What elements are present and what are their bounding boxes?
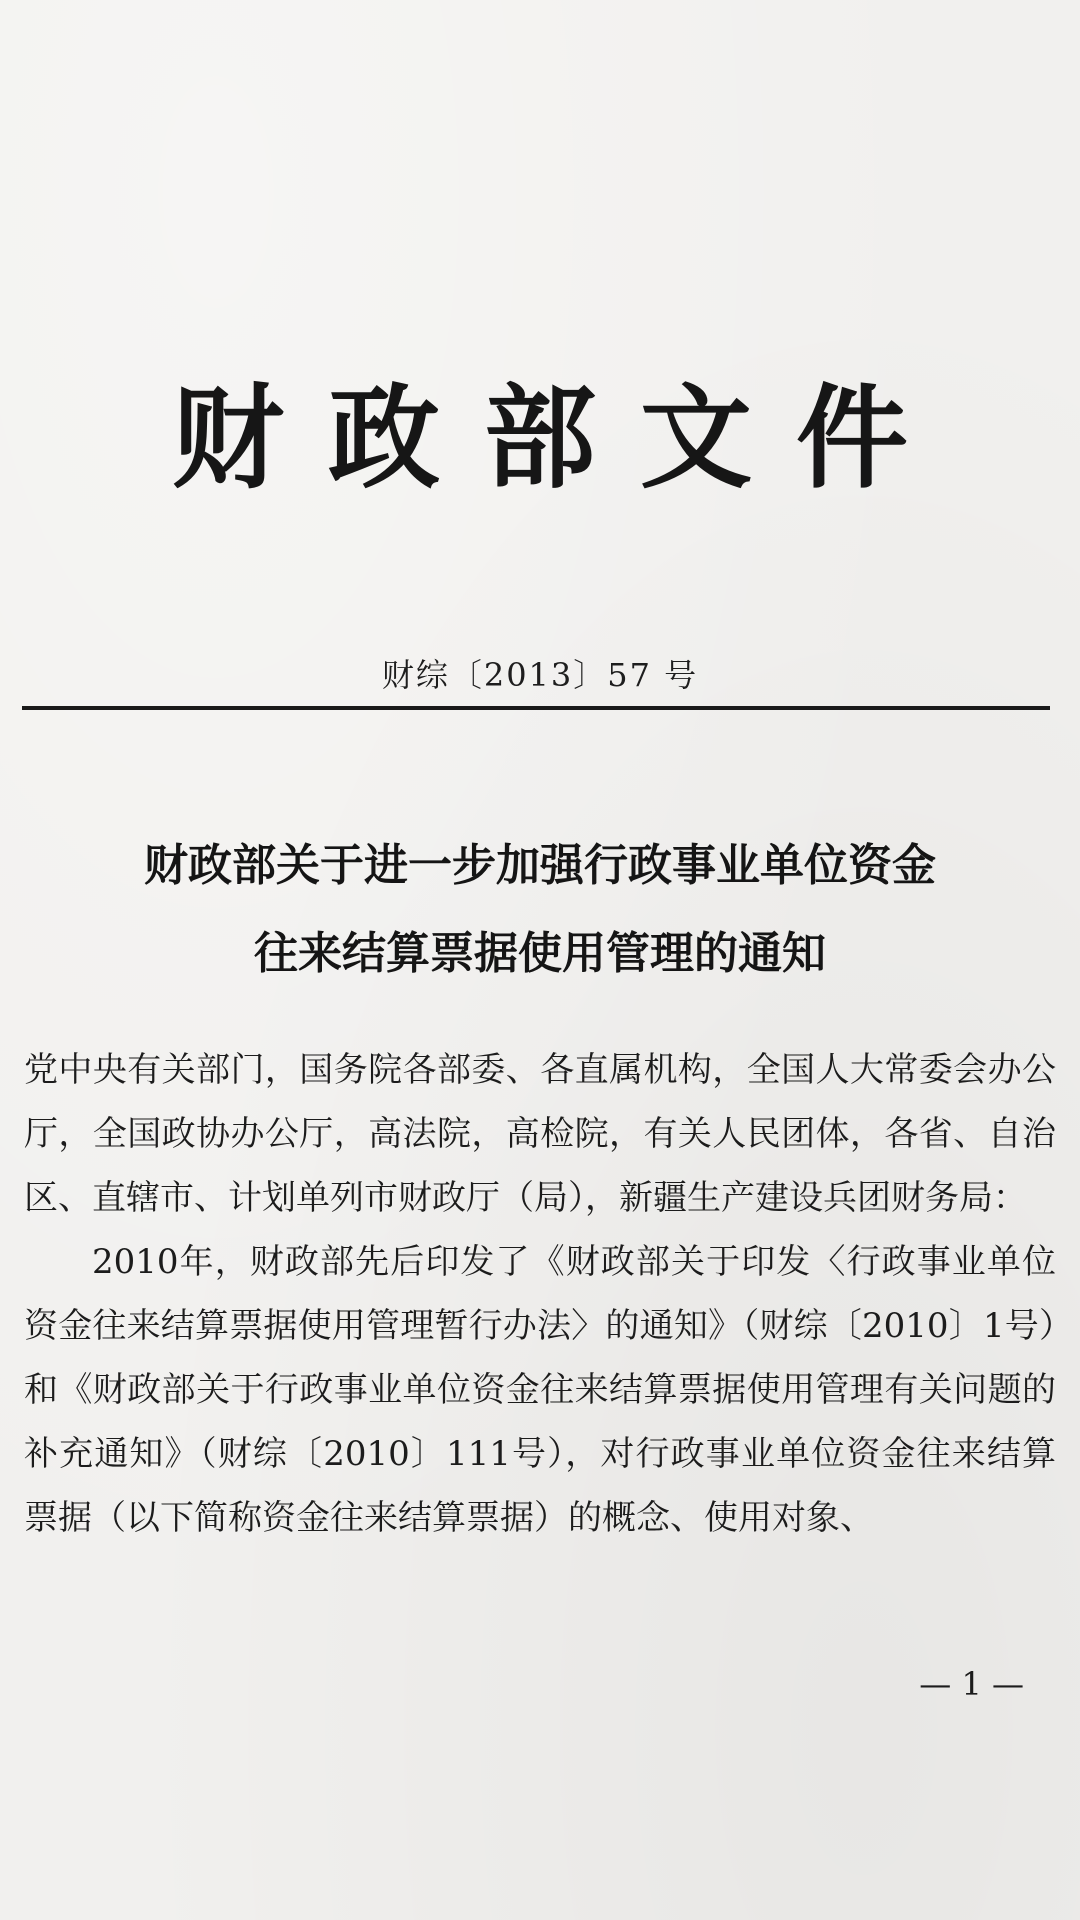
notice-title	[0, 822, 1080, 998]
document-number: 财综〔2013〕57 号	[381, 656, 699, 694]
document-body	[24, 1038, 1056, 1550]
notice-title-line-2: 往来结算票据使用管理的通知	[254, 928, 826, 979]
page-number: — 1 —	[919, 1665, 1024, 1703]
addressees-paragraph: 党中央有关部门，国务院各部委、各直属机构，全国人大常委会办公厅，全国政协办公厅，高法院，高检院，有关人民团体，各省、自治区、直辖市、计划单列市财政厅（局），新疆生产建设兵团财务局：	[24, 1050, 1056, 1218]
header-divider	[22, 706, 1050, 710]
body-paragraph: 2010年，财政部先后印发了《财政部关于印发〈行政事业单位资金往来结算票据使用管理暂行办法〉的通知》（财综〔2010〕1号）和《财政部关于行政事业单位资金往来结算票据使用管理有关问题的补充通知》（财综〔2010〕111号），对行政事业单位资金往来结算票据（以下简称资金往来结算票据）的概念、使用对象、	[24, 1242, 1056, 1538]
notice-title-line-1: 财政部关于进一步加强行政事业单位资金	[144, 840, 936, 891]
document-header-title: 财政部文件	[172, 373, 952, 504]
